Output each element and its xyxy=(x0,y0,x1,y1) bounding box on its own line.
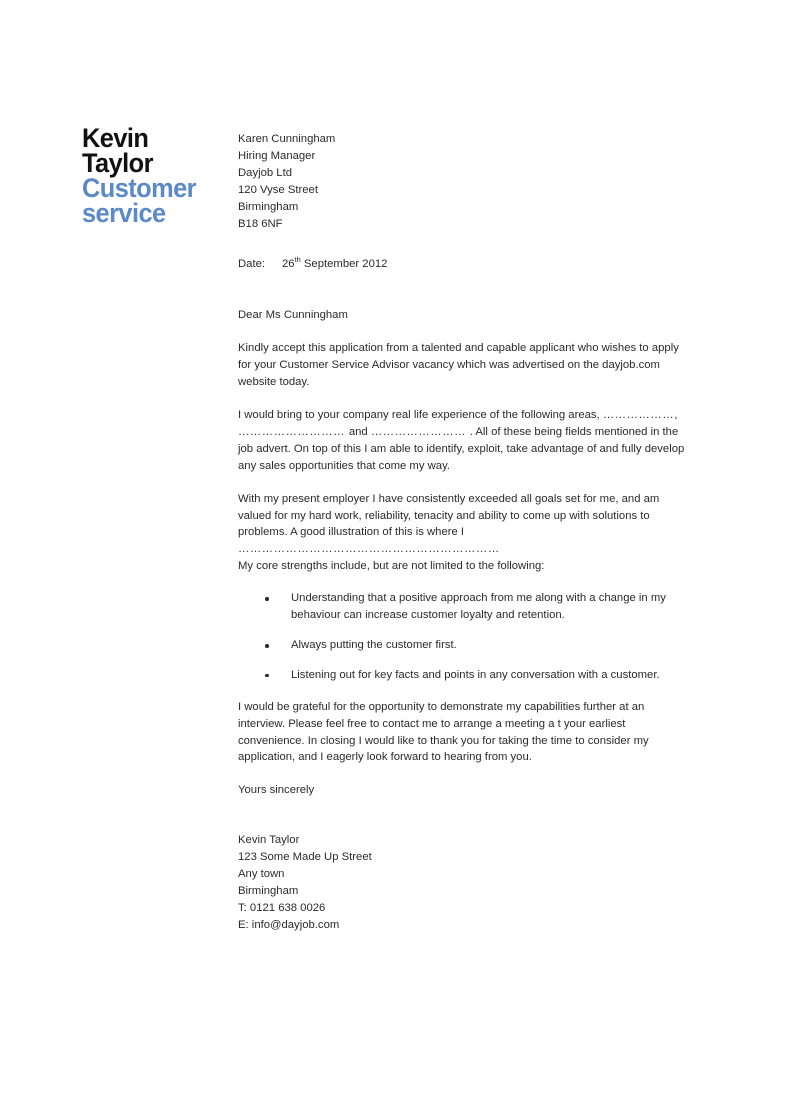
paragraph-1: Kindly accept this application from a talented and capable applicant who wishes to apply for your Customer Service Advisor vacancy which was advertised on the dayjob.com website today. xyxy=(238,342,679,389)
letterhead-role-line-2: service xyxy=(82,198,166,229)
fill-in-dots: ………………………………………………………… xyxy=(238,543,500,556)
paragraph-2-text-2: and xyxy=(348,425,371,438)
bullet-icon xyxy=(265,644,269,648)
spacer xyxy=(238,575,690,590)
bullet-icon xyxy=(265,674,269,678)
fill-in-dots: …………………… xyxy=(370,425,470,438)
closing: Yours sincerely xyxy=(238,784,315,797)
fill-in-dots: ……………………… xyxy=(238,425,349,438)
spacer xyxy=(238,232,690,256)
signature-phone: T: 0121 638 0026 xyxy=(238,901,326,914)
list-item xyxy=(238,590,690,624)
signature-block xyxy=(238,832,690,933)
recipient-line: 120 Vyse Street xyxy=(238,183,318,196)
paragraph-2 xyxy=(238,407,690,475)
signature-line: Birmingham xyxy=(238,885,299,897)
signature-line: Any town xyxy=(238,868,285,881)
spacer xyxy=(238,324,690,340)
paragraph-2-text-3: . All of these being fields mentioned in the job advert. On top of this I am able to identify, exploit, take advantage of and fully develop any sales opportunities that come my way. xyxy=(238,425,685,472)
paragraph-4: I would be grateful for the opportunity to demonstrate my capabilities further at an interview. Please feel free to contact me to arrange a meeting a t your earliest convenience. In closing I would like to thank you for taking the time to consider my application, and I eagerly look forward to hearing from you. xyxy=(238,700,649,764)
spacer xyxy=(238,391,690,407)
paragraph-3-line-2: My core strengths include, but are not limited to the following: xyxy=(238,560,545,573)
fill-in-dots: ………………, xyxy=(602,408,678,421)
bullet-icon xyxy=(265,597,269,601)
salutation: Dear Ms Cunningham xyxy=(238,309,348,322)
list-item-label: Listening out for key facts and points in any conversation with a customer. xyxy=(291,668,660,681)
date-ordinal-suffix: th xyxy=(294,255,301,265)
spacer xyxy=(238,766,690,782)
spacer xyxy=(238,684,690,699)
recipient-line: Birmingham xyxy=(238,200,299,213)
signature-line: Kevin Taylor xyxy=(238,834,300,847)
signature-email: E: info@dayjob.com xyxy=(238,918,340,931)
date-label: Date: xyxy=(238,258,266,271)
date-day: 26 xyxy=(282,258,295,271)
recipient-line: B18 6NF xyxy=(238,217,283,230)
list-item xyxy=(238,667,690,684)
recipient-line: Karen Cunningham xyxy=(238,133,336,145)
letterhead-last-name: Taylor xyxy=(82,148,153,179)
spacer xyxy=(238,799,690,832)
recipient-line: Dayjob Ltd xyxy=(238,166,293,179)
letterhead xyxy=(82,123,222,229)
paragraph-3 xyxy=(238,491,690,559)
spacer xyxy=(238,475,690,491)
recipient-line: Hiring Manager xyxy=(238,149,316,162)
list-item-label: Always putting the customer first. xyxy=(291,638,457,651)
letterhead-role-line-1: Customer xyxy=(82,173,196,204)
recipient-address-block xyxy=(238,131,690,232)
signature-line: 123 Some Made Up Street xyxy=(238,851,372,864)
strengths-list xyxy=(238,590,690,684)
paragraph-2-text-1: I would bring to your company real life experience of the following areas, xyxy=(238,408,603,421)
list-item xyxy=(238,637,690,654)
spacer xyxy=(238,273,690,307)
letter-body xyxy=(238,131,690,934)
date-row xyxy=(238,256,690,273)
list-item-label: Understanding that a positive approach from me along with a change in my behaviour can increase customer loyalty and retention. xyxy=(291,592,666,622)
date-month-year: September 2012 xyxy=(300,258,388,271)
paragraph-3-text: With my present employer I have consistently exceeded all goals set for me, and am valued for my hard work, reliability, tenacity and ability to come up with solutions to problems. A good illustration of this is where I xyxy=(238,492,660,539)
letterhead-first-name: Kevin xyxy=(82,123,149,153)
